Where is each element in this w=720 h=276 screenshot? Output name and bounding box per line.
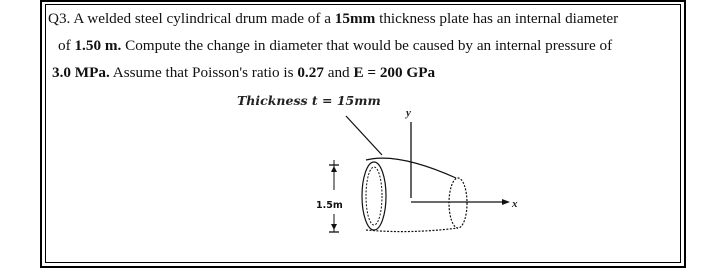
dim-top-arrow	[331, 166, 337, 172]
question-line-3	[52, 64, 435, 82]
cylinder-right-end	[449, 178, 467, 228]
q-bold: 3.0 MPa.	[52, 64, 110, 81]
x-axis-label: x	[512, 198, 518, 210]
q-text: Q3. A welded steel cylindrical drum made of a	[48, 10, 335, 27]
q-text: thickness plate has an internal diameter	[375, 10, 619, 27]
q-bold: 15mm	[334, 10, 376, 27]
x-axis-arrowhead	[502, 199, 510, 205]
q-text: Compute the change in diameter that would be caused by an internal pressure of	[121, 37, 613, 54]
drum-diagram	[280, 100, 540, 245]
q-bold: 1.50 m.	[74, 37, 122, 54]
question-line-1	[48, 10, 618, 28]
cylinder-left-end-inner	[366, 167, 382, 225]
diameter-label: 1.5m	[316, 200, 343, 211]
q-text: of	[58, 37, 75, 54]
y-axis-label: y	[406, 107, 411, 119]
dim-bottom-arrow	[331, 224, 337, 230]
cylinder-bottom-line	[366, 228, 458, 232]
thickness-label: Thickness t = 15mm	[237, 93, 381, 108]
q-text: Assume that Poisson's ratio is	[109, 64, 298, 81]
q-bold: 0.27	[297, 64, 324, 81]
q-text: and	[323, 64, 354, 81]
q-bold: E = 200 GPa	[353, 64, 436, 81]
question-line-2	[58, 37, 612, 55]
thickness-leader-line	[346, 116, 382, 155]
